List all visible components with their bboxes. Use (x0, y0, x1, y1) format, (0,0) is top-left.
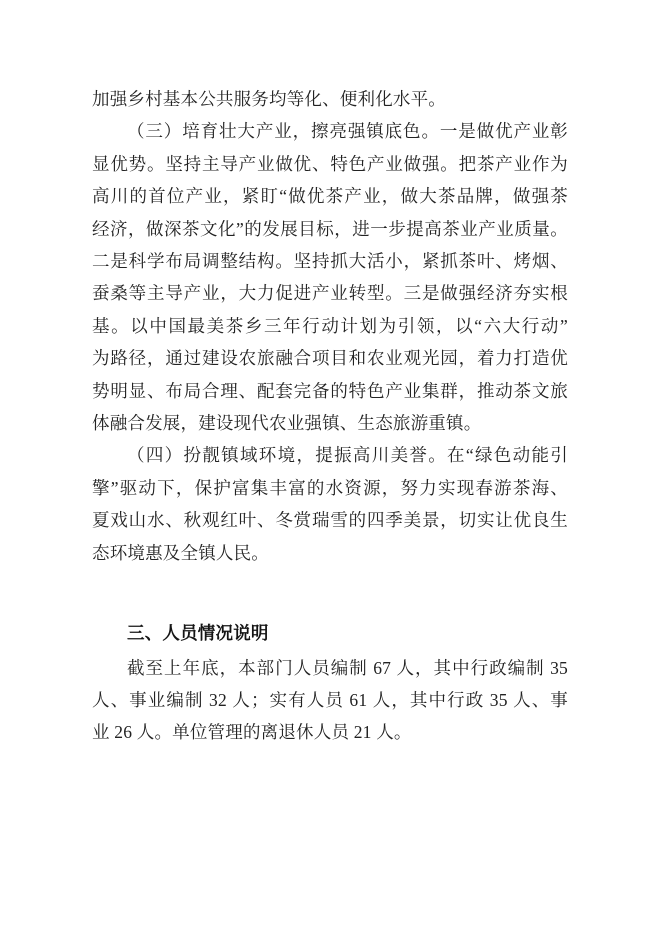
text-line: 业 26 人。单位管理的离退休人员 21 人。 (92, 722, 412, 743)
text-line: 显优势。坚持主导产业做优、特色产业做强。把茶产业作为 (92, 153, 568, 174)
text-line: （三）培育壮大产业，擦亮强镇底色。一是做优产业彰 (127, 121, 568, 142)
section-heading: 三、人员情况说明 (127, 623, 269, 644)
text-line: 高川的首位产业，紧盯“做优茶产业，做大茶品牌，做强茶 (92, 186, 568, 207)
text-line: 体融合发展，建设现代农业强镇、生态旅游重镇。 (92, 413, 482, 434)
text-line: 势明显、布局合理、配套完备的特色产业集群，推动茶文旅 (92, 380, 568, 401)
text-line: 截至上年底，本部门人员编制 67 人，其中行政编制 35 (127, 657, 568, 678)
text-line: 二是科学布局调整结构。坚持抓大活小，紧抓茶叶、烤烟、 (92, 251, 568, 272)
text-line: 蚕桑等主导产业，大力促进产业转型。三是做强经济夯实根 (92, 283, 568, 304)
text-line: 态环境惠及全镇人民。 (92, 542, 269, 563)
text-line: 加强乡村基本公共服务均等化、便利化水平。 (92, 89, 446, 109)
text-line: 基。以中国最美茶乡三年行动计划为引领，以“六大行动” (92, 315, 568, 336)
text-line: 经济，做深茶文化”的发展目标，进一步提高茶业产业质量。 (92, 218, 568, 239)
text-line: 为路径，通过建设农旅融合项目和农业观光园，着力打造优 (92, 348, 568, 369)
text-line: （四）扮靓镇域环境，提振高川美誉。在“绿色动能引 (127, 445, 568, 466)
text-line: 擎”驱动下，保护富集丰富的水资源，努力实现春游茶海、 (92, 477, 568, 498)
text-line: 夏戏山水、秋观红叶、冬赏瑞雪的四季美景，切实让优良生 (92, 510, 568, 531)
text-line: 人、事业编制 32 人；实有人员 61 人，其中行政 35 人、事 (92, 689, 568, 710)
